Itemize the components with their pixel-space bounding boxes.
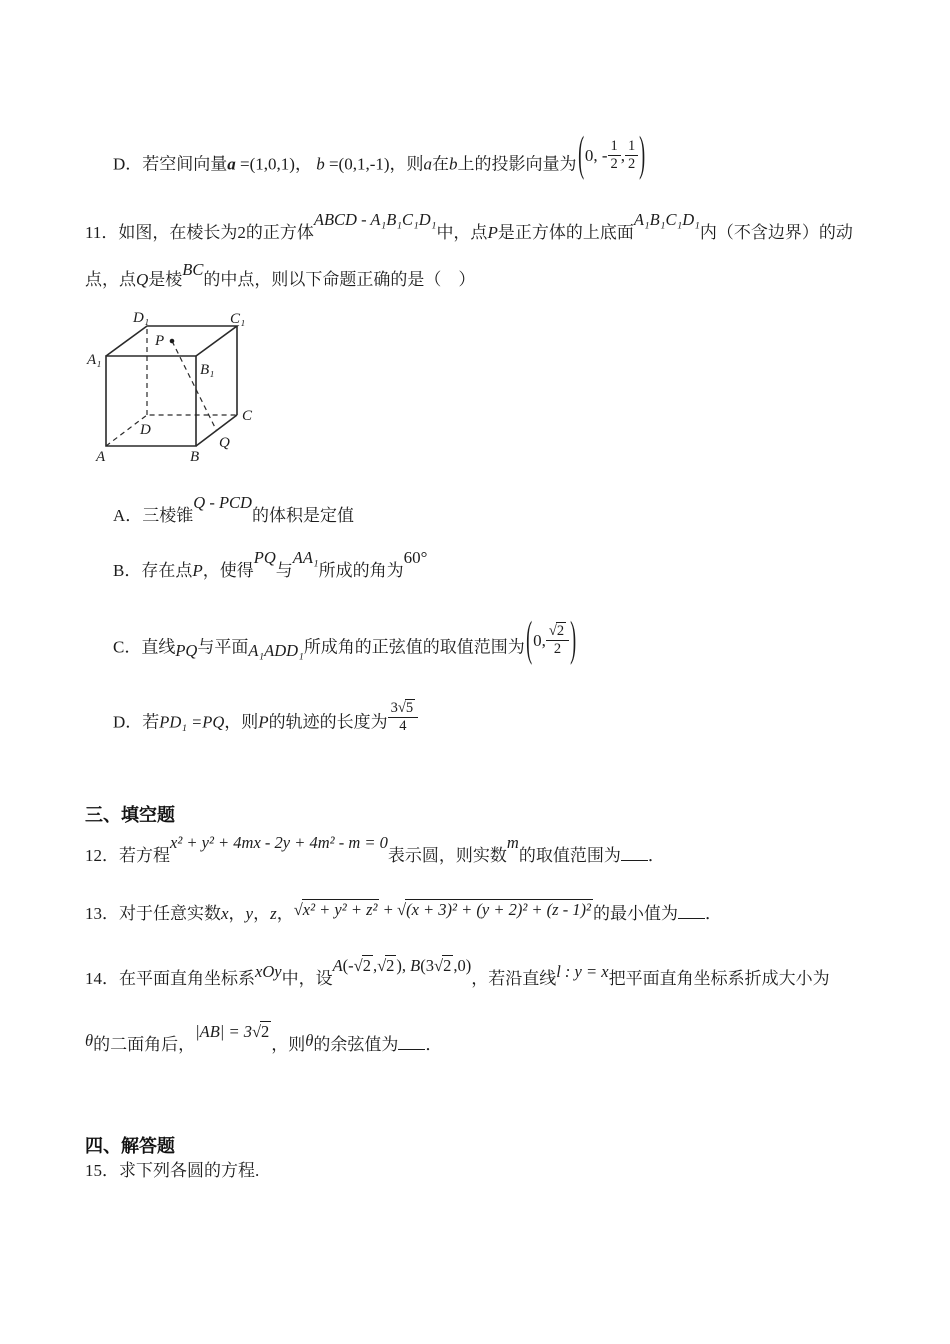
cube-solid-edges <box>106 326 237 446</box>
sine-range-interval <box>525 613 578 668</box>
points-a-b <box>333 956 472 975</box>
circle-equation: x² + y² + 4mx - 2y + 4m² - m = 0 <box>170 833 388 852</box>
text-run: 是棱 <box>148 270 183 289</box>
sqrt-x2y2z2: √ x² + y² + z² <box>294 900 380 919</box>
text-run: 的体积是定值 <box>251 506 354 525</box>
sqrt-5: √ 5 <box>398 700 415 716</box>
text-run: D．若 <box>113 712 160 732</box>
q12 <box>85 833 665 867</box>
fraction-one-half: 1 2 <box>625 138 638 173</box>
text-run: 15．求下列各圆的方程. <box>85 1161 260 1180</box>
fraction-one-half: 1 2 <box>608 138 621 173</box>
comma: , <box>372 956 378 975</box>
left-paren: ( <box>577 128 584 183</box>
text-run: 11．如图，在棱长为 <box>85 223 238 242</box>
abs-ab: |AB| = 3 <box>195 1022 252 1041</box>
fraction-sqrt2-over-2: √ 2 2 <box>546 623 569 658</box>
cube-name: ABCD - A₁B₁C₁D₁ <box>313 210 437 229</box>
vertex-label-d1: D₁ <box>133 310 150 326</box>
cube-figure <box>85 303 275 463</box>
top-face-name: A₁B₁C₁D₁ <box>633 210 700 229</box>
q11-option-c <box>113 613 577 668</box>
answer-blank <box>621 847 648 861</box>
q11-option-b <box>113 548 428 582</box>
sqrt-2: √ 2 <box>549 623 566 639</box>
vertex-label-c1: C₁ <box>230 311 246 327</box>
q15 <box>85 1160 259 1182</box>
angle-60-deg: 60° <box>403 548 428 567</box>
var-theta: θ <box>305 1031 314 1050</box>
projection-vector <box>577 128 647 183</box>
paren-close: ) <box>465 956 472 975</box>
text-run: 13．对于任意实数 <box>85 904 221 923</box>
comma: ， <box>253 904 271 923</box>
vertex-label-a: A <box>96 449 106 463</box>
text-run: 中，设 <box>281 969 333 988</box>
ab-distance <box>195 1022 271 1041</box>
text-run: 中，点 <box>436 223 488 242</box>
text-run: C．直线 <box>113 637 176 657</box>
var-theta: θ <box>85 1031 94 1050</box>
text-run: 的取值范围为 <box>518 846 621 865</box>
text-run: 的二面角后， <box>93 1035 196 1054</box>
vertex-label-d: D <box>140 422 151 438</box>
text-run: 是正方体的上底面 <box>497 223 634 242</box>
sqrt-2: √ 2 <box>252 1022 271 1041</box>
text-run: 与 <box>275 561 293 580</box>
q11-option-d <box>113 700 418 741</box>
period: ． <box>705 904 723 923</box>
var-m: m <box>506 833 519 852</box>
text-run: 的余弦值为 <box>313 1035 399 1054</box>
vector-a: a <box>227 154 236 174</box>
text-run: ，则 <box>224 712 259 732</box>
fraction-3sqrt5-over-4: $\frac{3 √ 5}{4}$ <box>388 700 418 735</box>
text-run: A．三棱锥 <box>113 506 194 525</box>
section-title-free-response: 四、解答题 <box>85 1136 175 1156</box>
sqrt-shifted: √ (x + 3)² + (y + 2)² + (z - 1)² <box>397 900 593 919</box>
text-run: 在 <box>432 154 450 174</box>
tetrahedron-name: Q - PCD <box>193 493 252 512</box>
text-run: 的轨迹的长度为 <box>268 712 388 732</box>
paren-open: (- <box>342 956 354 975</box>
point-b: B <box>410 956 421 975</box>
q11-line1 <box>85 210 853 244</box>
text-run: 把平面直角坐标系折成大小为 <box>608 969 830 988</box>
sqrt-2: √ 2 <box>434 956 453 975</box>
vertex-label-c: C <box>242 408 253 424</box>
text-run: 的正方体 <box>245 223 314 242</box>
var-a: a <box>423 154 433 174</box>
comma-zero: ,0 <box>453 956 466 975</box>
coefficient: 3 <box>390 700 398 716</box>
text-run: 12．若方程 <box>85 846 170 865</box>
text-run: 的中点，则以下命题正确的是（ ） <box>203 270 476 289</box>
sqrt-2: √ 2 <box>354 956 373 975</box>
paren-close: ), <box>396 956 407 975</box>
text-run: =(1,0,1)， <box>235 154 312 174</box>
var-b: b <box>449 154 458 174</box>
q11-line2 <box>85 260 476 291</box>
coordinate-system-xoy: xOy <box>255 962 282 981</box>
text-run: ，使得 <box>202 561 254 580</box>
vector-lead: 0, - <box>584 145 608 165</box>
var-y: y <box>245 904 254 923</box>
edge-bc: BC <box>182 260 204 279</box>
vector-b: b <box>316 154 325 174</box>
point-p: P <box>487 223 498 242</box>
left-paren: ( <box>525 613 532 668</box>
radical-expression <box>294 900 593 919</box>
period: ． <box>425 1035 443 1054</box>
point-p-dot <box>170 339 175 344</box>
text-run: 所成的角为 <box>318 561 404 580</box>
point-q: Q <box>136 270 149 289</box>
text-run: 的最小值为 <box>593 904 679 923</box>
text-run: 内（不含边界）的动 <box>699 223 853 242</box>
text-run: D．若空间向量 <box>113 154 228 174</box>
right-paren: ) <box>639 128 646 183</box>
q13 <box>85 900 723 925</box>
point-label-q: Q <box>219 435 230 451</box>
answer-blank <box>678 905 705 919</box>
text-run: 所成角的正弦值的取值范围为 <box>303 637 525 657</box>
comma: ， <box>228 904 246 923</box>
text-run: ，则 <box>271 1035 306 1054</box>
section-title-fill-in: 三、填空题 <box>85 805 175 825</box>
text-run: 上的投影向量为 <box>457 154 577 174</box>
right-paren: ) <box>570 613 577 668</box>
text-run: 表示圆，则实数 <box>387 846 507 865</box>
text-run: B．存在点 <box>113 561 193 580</box>
interval-lead: 0, <box>533 630 546 650</box>
var-x: x <box>221 904 229 923</box>
point-a: A <box>332 956 343 975</box>
edge-aa1: AA₁ <box>292 548 319 567</box>
q10-option-d <box>113 128 647 183</box>
comma: , <box>620 145 626 165</box>
equation-pd1-pq: PD₁ =PQ <box>159 712 225 732</box>
q14-line2 <box>85 1022 443 1056</box>
period: ． <box>647 846 665 865</box>
cube-hidden-edges <box>106 326 237 446</box>
text-run: 点，点 <box>85 270 136 289</box>
point-label-p: P <box>155 333 165 349</box>
point-p: P <box>258 712 269 732</box>
q14-line1 <box>85 956 830 990</box>
vertex-label-b1: B₁ <box>200 362 215 378</box>
vertex-label-b: B <box>190 449 200 463</box>
point-p: P <box>192 561 203 580</box>
sqrt-2: √ 2 <box>377 956 396 975</box>
var-z: z <box>270 904 277 923</box>
paren-open: (3 <box>420 956 435 975</box>
answer-blank <box>398 1036 425 1050</box>
text-run: 14．在平面直角坐标系 <box>85 969 255 988</box>
q11-option-a <box>113 493 354 527</box>
segment-pq: PQ <box>175 640 198 660</box>
text-run: ，若沿直线 <box>471 969 557 988</box>
text-run: 与平面 <box>197 637 249 657</box>
segment-pq: PQ <box>253 548 276 567</box>
comma: ， <box>276 904 294 923</box>
text-run: =(0,1,-1)，则 <box>324 154 424 174</box>
plus-sign: + <box>379 900 398 919</box>
plane-a1add1: A₁ADD₁ <box>248 640 304 660</box>
vertex-label-a1: A₁ <box>87 352 102 368</box>
line-l-equation: l : y = x <box>556 962 609 981</box>
number: 2 <box>237 223 246 242</box>
